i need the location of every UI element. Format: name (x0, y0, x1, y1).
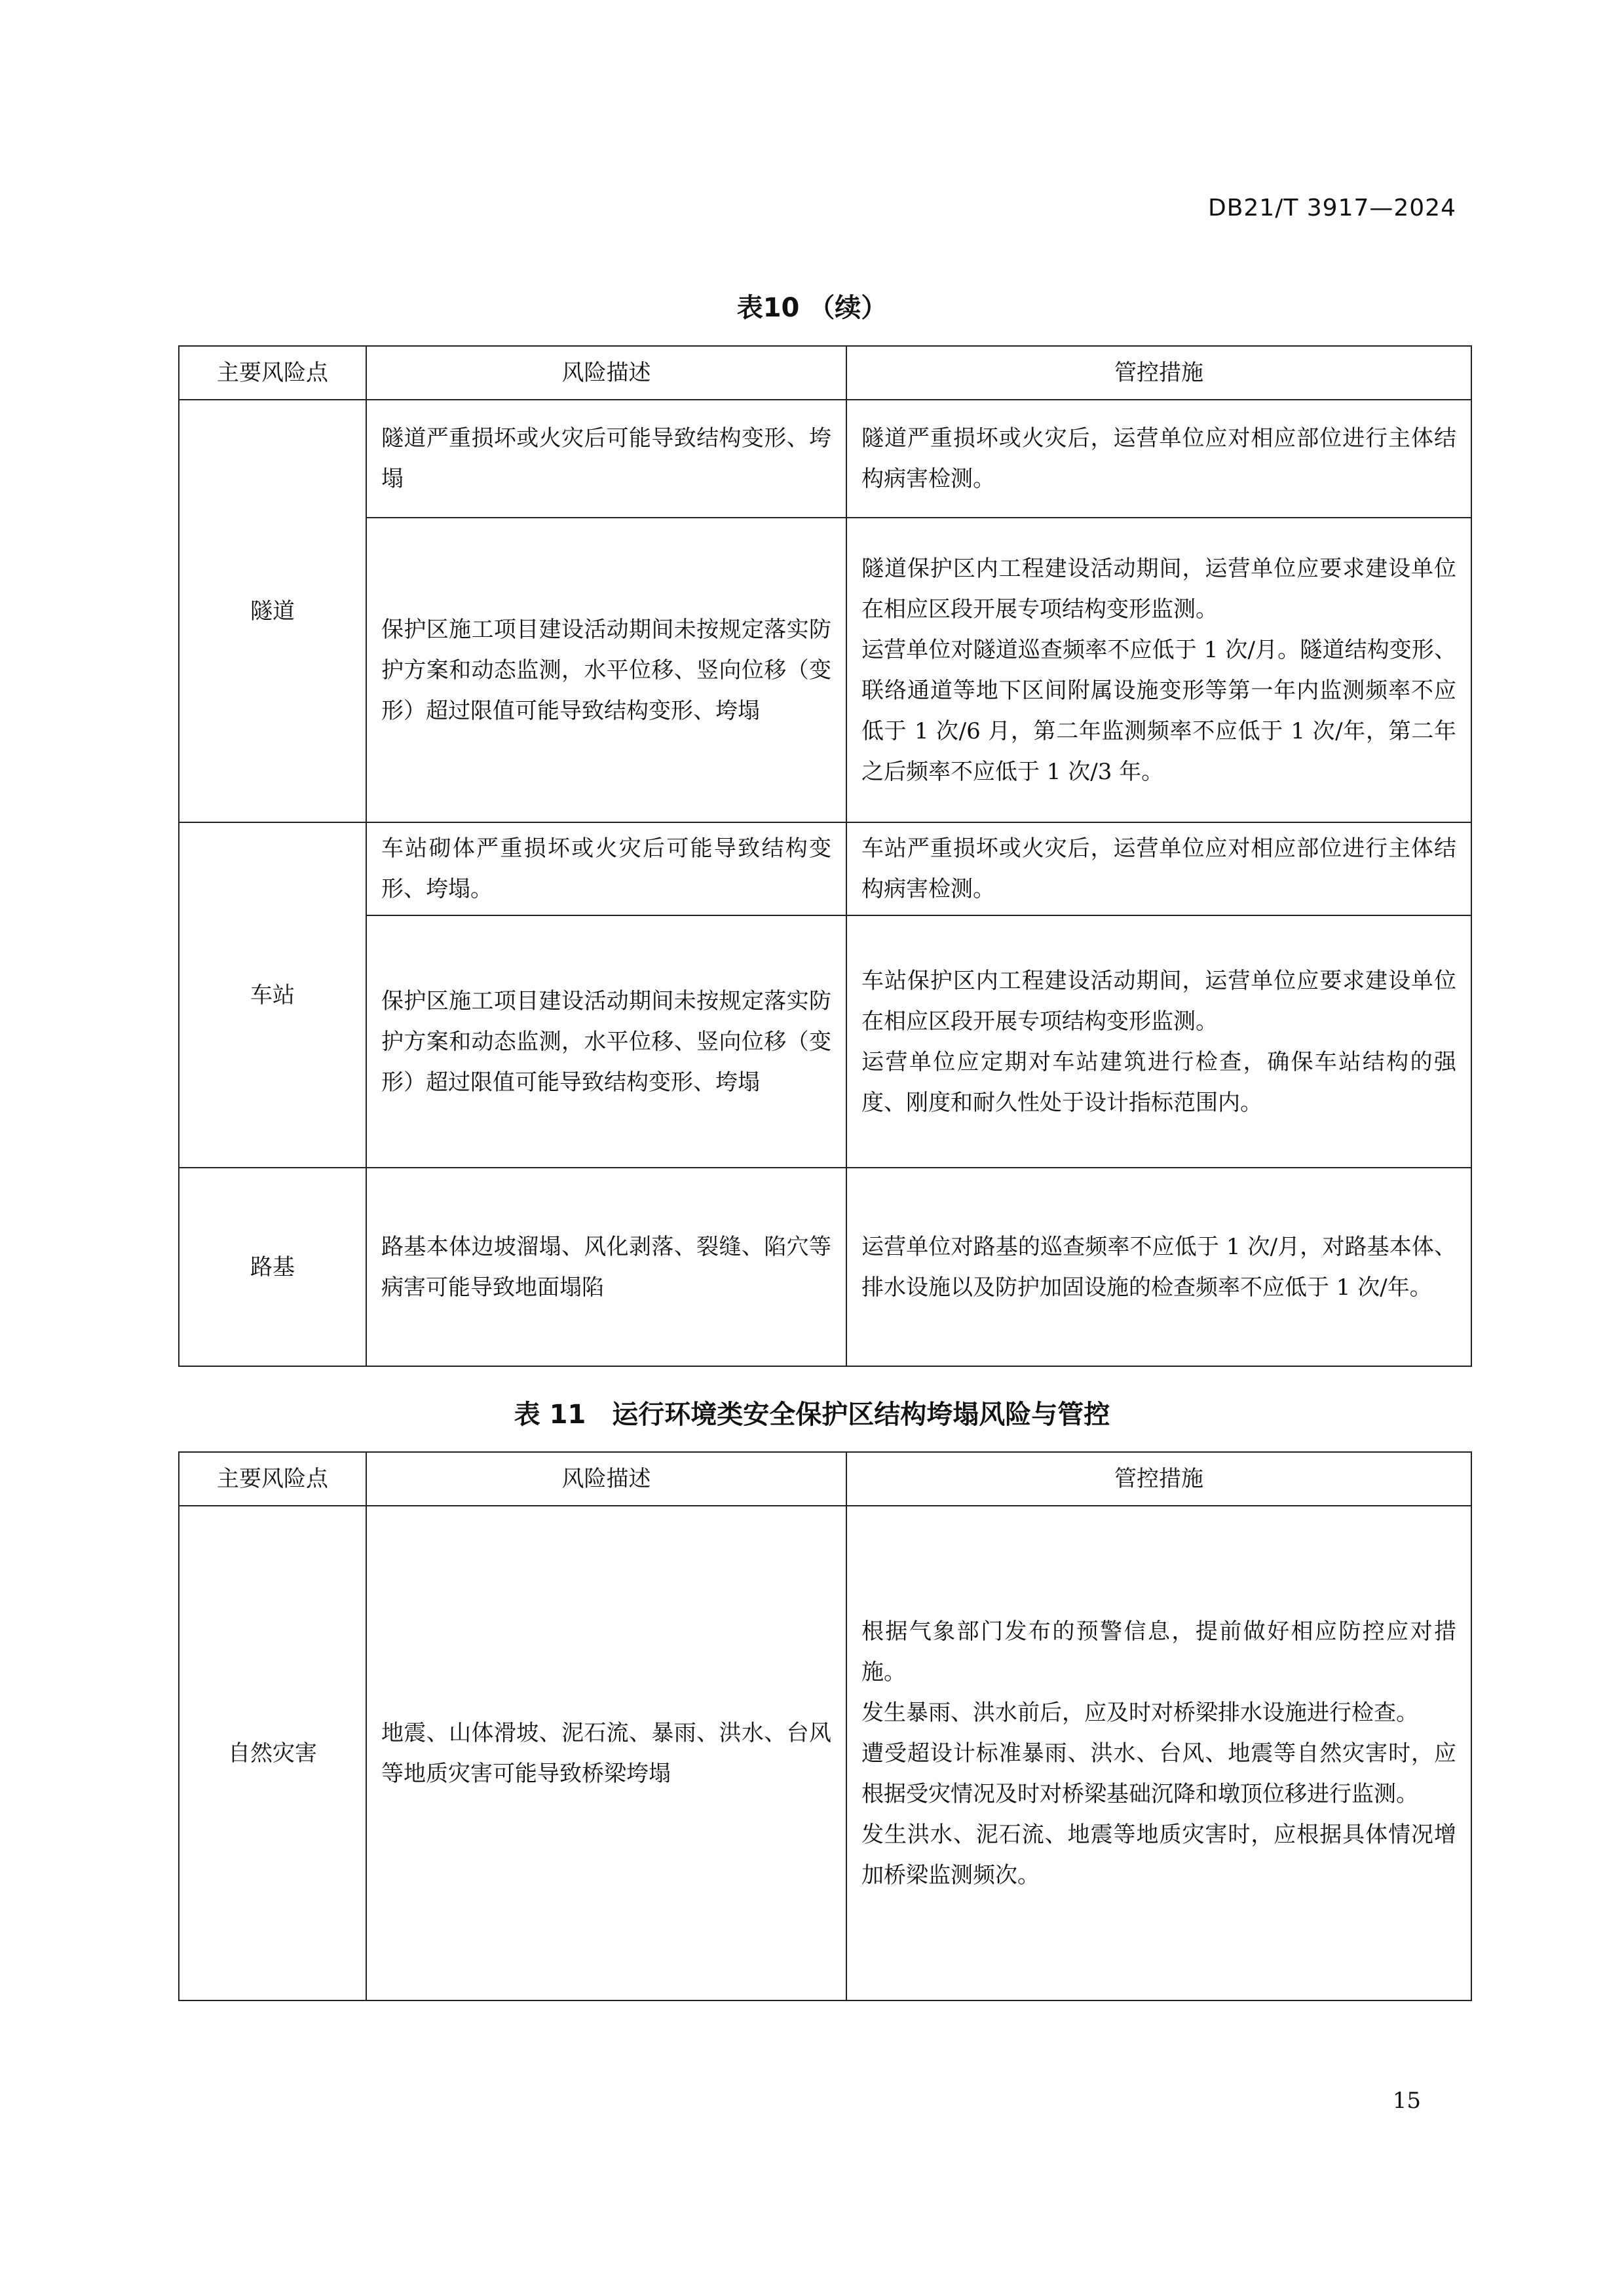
table-11-title: 表 11 运行环境类安全保护区结构垮塌风险与管控 (514, 1400, 1110, 1430)
risk-description-cell: 地震、山体滑坡、泥石流、暴雨、洪水、台风等地质灾害可能导致桥梁垮塌 (366, 1506, 846, 2000)
control-measures-cell (846, 400, 1471, 518)
table-row (179, 915, 1471, 1168)
risk-description-cell: 保护区施工项目建设活动期间未按规定落实防护方案和动态监测，水平位移、竖向位移（变形）超过限值可能导致结构变形、垮塌 (366, 915, 846, 1168)
table-10 (178, 345, 1472, 1367)
measure-line: 隧道严重损坏或火灾后，运营单位应对相应部位进行主体结构病害检测。 (861, 425, 1456, 492)
header-risk-description: 风险描述 (366, 1452, 846, 1506)
header-control-measures: 管控措施 (846, 346, 1471, 400)
header-control-measures: 管控措施 (846, 1452, 1471, 1506)
table-header-row (179, 346, 1471, 400)
risk-point-cell: 自然灾害 (179, 1506, 366, 2000)
measure-line: 隧道保护区内工程建设活动期间，运营单位应要求建设单位在相应区段开展专项结构变形监测。 (861, 555, 1456, 622)
measure-line: 运营单位应定期对车站建筑进行检查，确保车站结构的强度、刚度和耐久性处于设计指标范围内。 (861, 1048, 1456, 1116)
measure-line: 车站严重损坏或火灾后，运营单位应对相应部位进行主体结构病害检测。 (861, 835, 1456, 902)
table-row (179, 518, 1471, 822)
table-10-title: 表10 （续） (736, 293, 888, 323)
measure-line: 发生洪水、泥石流、地震等地质灾害时，应根据具体情况增加桥梁监测频次。 (861, 1821, 1456, 1888)
document-code: DB21/T 3917—2024 (1207, 195, 1456, 221)
risk-description-cell: 路基本体边坡溜塌、风化剥落、裂缝、陷穴等病害可能导致地面塌陷 (366, 1168, 846, 1366)
table-row (179, 822, 1471, 915)
control-measures-cell (846, 915, 1471, 1168)
measure-line: 车站保护区内工程建设活动期间，运营单位应要求建设单位在相应区段开展专项结构变形监测。 (861, 967, 1456, 1035)
risk-point-cell: 车站 (179, 822, 366, 1168)
measure-line: 发生暴雨、洪水前后，应及时对桥梁排水设施进行检查。 (861, 1699, 1418, 1726)
risk-description-cell: 隧道严重损坏或火灾后可能导致结构变形、垮塌 (366, 400, 846, 518)
header-risk-point: 主要风险点 (179, 1452, 366, 1506)
page-number: 15 (1392, 2088, 1421, 2114)
control-measures-cell (846, 822, 1471, 915)
control-measures-cell (846, 1506, 1471, 2000)
table-header-row (179, 1452, 1471, 1506)
table-row (179, 400, 1471, 518)
measure-line: 运营单位对路基的巡查频率不应低于 1 次/月，对路基本体、排水设施以及防护加固设施的检查频率不应低于 1 次/年。 (861, 1233, 1456, 1301)
table-11 (178, 1451, 1472, 2001)
risk-description-cell: 车站砌体严重损坏或火灾后可能导致结构变形、垮塌。 (366, 822, 846, 915)
header-risk-description: 风险描述 (366, 346, 846, 400)
table-row (179, 1168, 1471, 1366)
measure-line: 遭受超设计标准暴雨、洪水、台风、地震等自然灾害时，应根据受灾情况及时对桥梁基础沉降和墩顶位移进行监测。 (861, 1740, 1456, 1807)
table-row (179, 1506, 1471, 2000)
risk-description-cell: 保护区施工项目建设活动期间未按规定落实防护方案和动态监测，水平位移、竖向位移（变形）超过限值可能导致结构变形、垮塌 (366, 518, 846, 822)
control-measures-cell (846, 518, 1471, 822)
risk-point-cell: 隧道 (179, 400, 366, 822)
measure-line: 运营单位对隧道巡查频率不应低于 1 次/月。隧道结构变形、联络通道等地下区间附属设施变形等第一年内监测频率不应低于 1 次/6 月，第二年监测频率不应低于 1 次/年，第二年之后频率不应低于 1 次/3 年。 (861, 636, 1456, 785)
measure-line: 根据气象部门发布的预警信息，提前做好相应防控应对措施。 (861, 1618, 1456, 1685)
risk-point-cell: 路基 (179, 1168, 366, 1366)
control-measures-cell (846, 1168, 1471, 1366)
header-risk-point: 主要风险点 (179, 346, 366, 400)
